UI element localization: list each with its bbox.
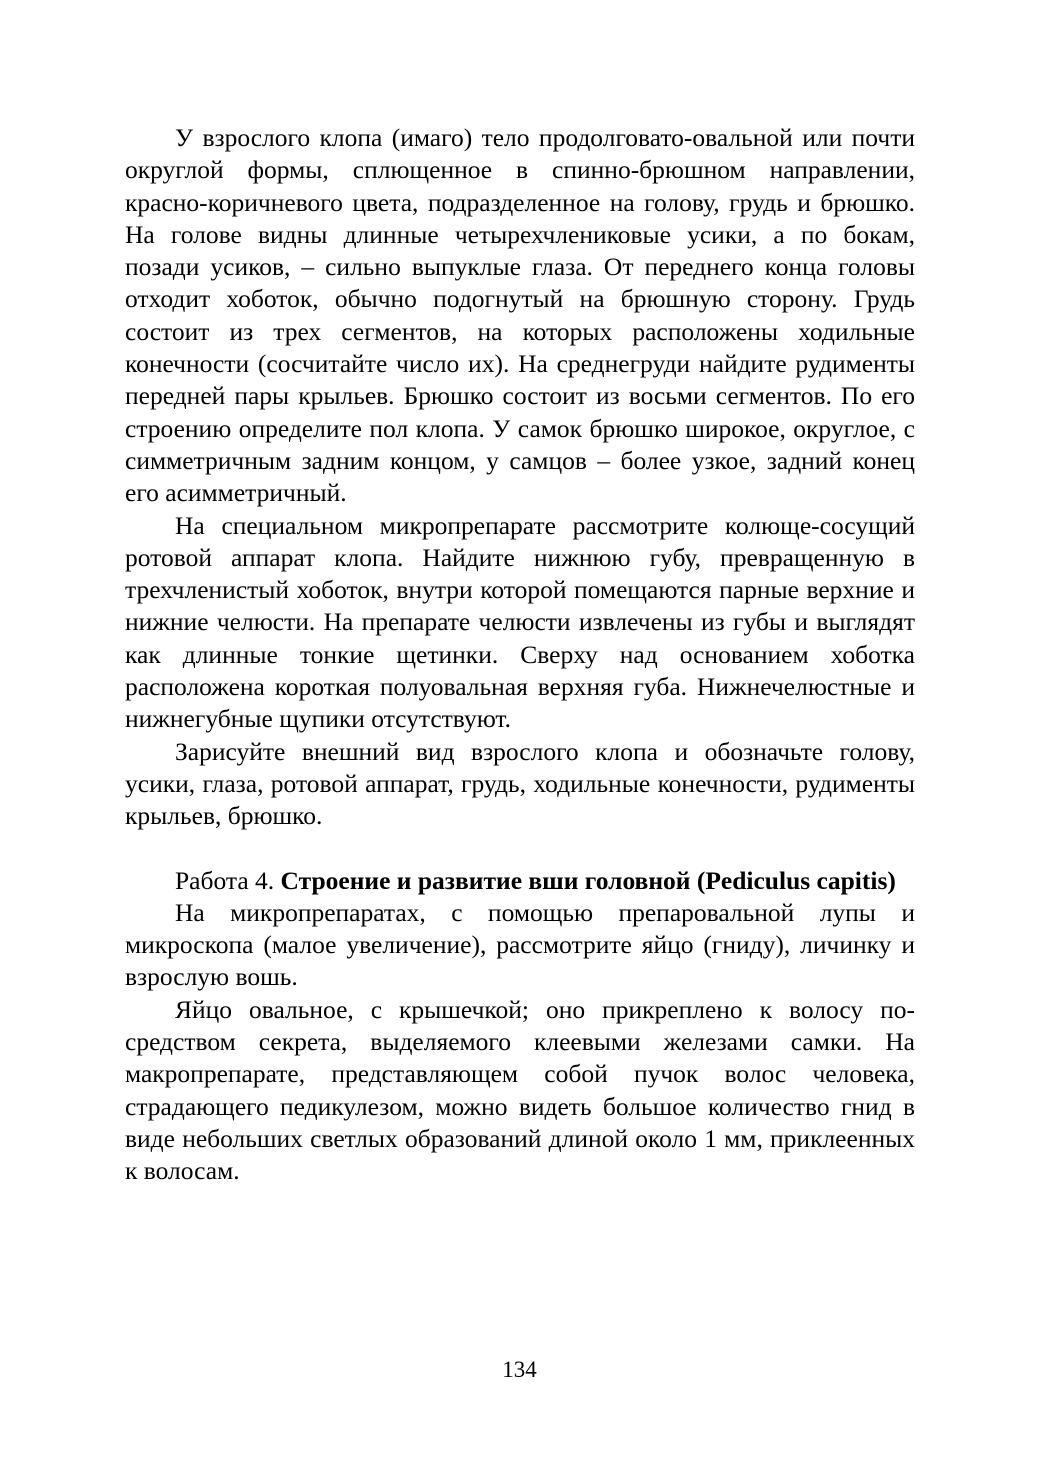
paragraph-mouthparts: На специальном микропрепарате рассмотрите колюще-сосущий ротовой аппарат клопа. Найдите нижнюю губу, превращенную в трехчленистый хоботок, внутри которой помещаются парные верхние и нижние челюсти. На препарате челюсти извлечены из губы и выглядят как длинные тонкие щетинки. Сверху над основанием хоботка расположена короткая полуовальная верхняя губа. Нижнечелюстные и нижнегубные щупики отсутствуют. bbox=[125, 510, 915, 734]
paragraph-louse-preparations: На микропрепаратах, с помощью препаровальной лупы и микроскопа (малое увеличение), рассмотрите яйцо (гниду), личинку и взрослую вошь. bbox=[125, 897, 915, 992]
paragraph-bug-anatomy: У взрослого клопа (имаго) тело продолговато-овальной или почти округлой формы, сплющенное в спинно-брюшном направлении, красно-коричневого цвета, подразделенное на голову, грудь и брюшко. На голове видны длинные четырехчлениковые усики, а по бокам, позади усиков, – сильно выпуклые глаза. От переднего конца головы отходит хоботок, обычно подогнутый на брюшную сторону. Грудь состоит из трех сегментов, на которых расположены ходильные конечности (сосчитайте число их). На среднегруди найдите рудименты передней пары крыльев. Брюшко состоит из восьми сегментов. По его строению определите пол клопа. У самок брюшко широкое, округлое, с симметричным задним концом, у самцов – более узкое, задний конец его асимметричный. bbox=[125, 123, 915, 508]
page-number: 134 bbox=[502, 1357, 537, 1382]
work-title-prefix: Работа 4. bbox=[175, 865, 281, 895]
work-title bbox=[125, 865, 915, 897]
paragraph-drawing-task: Зарисуйте внешний вид взрослого клопа и обозначьте голову, усики, глаза, ротовой аппарат, грудь, ходильные конечности, рудименты крыльев, брюшко. bbox=[125, 736, 915, 831]
work-title-bold: Строение и развитие вши головной (Pediculus capitis) bbox=[280, 865, 896, 895]
page-body bbox=[125, 122, 915, 1188]
paragraph-louse-egg: Яйцо овальное, с крышечкой; оно прикреплено к волосу посредством секрета, выделяемого клеевыми железами самки. На макропрепарате, представляющем собой пучок волос человека, страдающего педикулезом, можно видеть большое количество гнид в виде небольших светлых образований длиной около 1 мм, приклеенных к волосам. bbox=[125, 994, 915, 1186]
section-gap bbox=[125, 833, 915, 865]
